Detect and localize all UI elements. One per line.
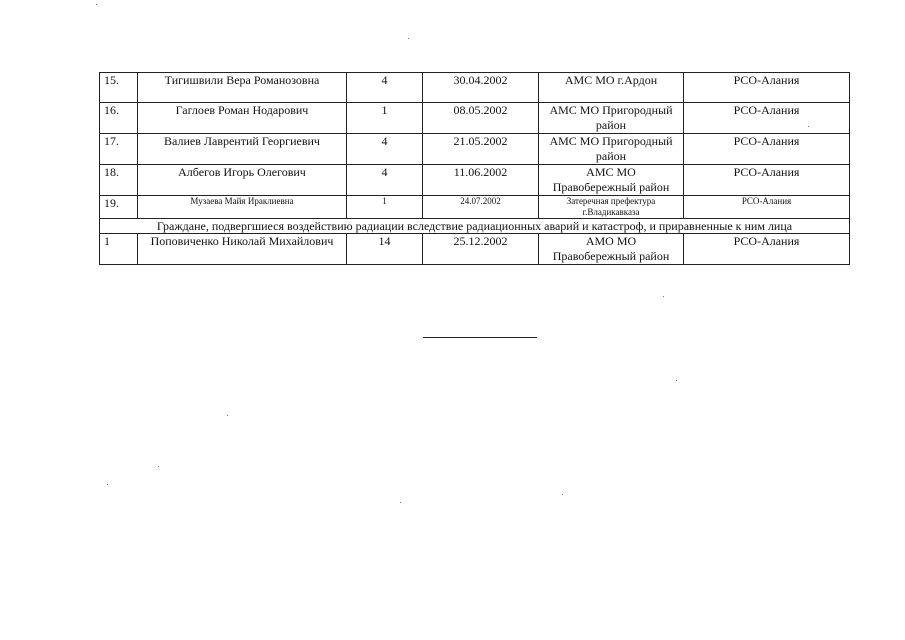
family-count: 4 xyxy=(347,134,423,165)
person-name: Тигишвили Вера Романозовна xyxy=(138,73,347,103)
family-count: 1 xyxy=(347,103,423,134)
registration-date: 25.12.2002 xyxy=(423,234,539,265)
organization: АМС МО г.Ардон xyxy=(539,73,684,103)
table-row xyxy=(100,73,850,103)
family-count: 4 xyxy=(347,73,423,103)
section-title: Граждане, подвергшиеся воздействию радиации вследствие радиационных аварий и катастроф, и приравненные к ним лица xyxy=(100,219,850,234)
family-count: 14 xyxy=(347,234,423,265)
region: РСО-Алания xyxy=(684,103,850,134)
region: РСО-Алания xyxy=(684,165,850,196)
family-count: 1 xyxy=(347,196,423,219)
organization: АМС МО Пригородный район xyxy=(539,134,684,165)
scan-speck xyxy=(676,380,677,381)
registration-date: 11.06.2002 xyxy=(423,165,539,196)
organization: АМС МО Пригородный район xyxy=(539,103,684,134)
scan-speck xyxy=(408,38,409,39)
registry-table xyxy=(99,72,850,265)
scan-speck xyxy=(96,4,97,5)
signature-line xyxy=(423,337,537,338)
scan-speck xyxy=(158,466,159,467)
row-number: 1 xyxy=(100,234,138,265)
registration-date: 08.05.2002 xyxy=(423,103,539,134)
scan-speck xyxy=(107,484,108,485)
table-row xyxy=(100,234,850,265)
scan-speck xyxy=(400,502,401,503)
person-name: Музаева Майя Ираклиевна xyxy=(138,196,347,219)
registration-date: 30.04.2002 xyxy=(423,73,539,103)
table-row xyxy=(100,196,850,219)
scan-speck xyxy=(562,494,563,495)
row-number: 18. xyxy=(100,165,138,196)
table-row xyxy=(100,165,850,196)
table-row xyxy=(100,134,850,165)
region: РСО-Алания xyxy=(684,73,850,103)
scan-speck xyxy=(808,126,809,127)
organization: АМС МО Правобережный район xyxy=(539,165,684,196)
person-name: Валиев Лаврентий Георгиевич xyxy=(138,134,347,165)
scan-speck xyxy=(227,415,228,416)
table-row xyxy=(100,103,850,134)
registration-date: 21.05.2002 xyxy=(423,134,539,165)
section-header-row xyxy=(100,219,850,234)
row-number: 15. xyxy=(100,73,138,103)
registration-date: 24.07.2002 xyxy=(423,196,539,219)
organization: АМО МО Правобережный район xyxy=(539,234,684,265)
region: РСО-Алания xyxy=(684,134,850,165)
person-name: Албегов Игорь Олегович xyxy=(138,165,347,196)
row-number: 16. xyxy=(100,103,138,134)
person-name: Гаглоев Роман Нодарович xyxy=(138,103,347,134)
person-name: Поповиченко Николай Михайлович xyxy=(138,234,347,265)
family-count: 4 xyxy=(347,165,423,196)
organization: Затеречная префектура г.Владикавказа xyxy=(539,196,684,219)
region: РСО-Алания xyxy=(684,196,850,219)
region: РСО-Алания xyxy=(684,234,850,265)
row-number: 17. xyxy=(100,134,138,165)
scan-speck xyxy=(663,296,664,297)
row-number: 19. xyxy=(100,196,138,219)
